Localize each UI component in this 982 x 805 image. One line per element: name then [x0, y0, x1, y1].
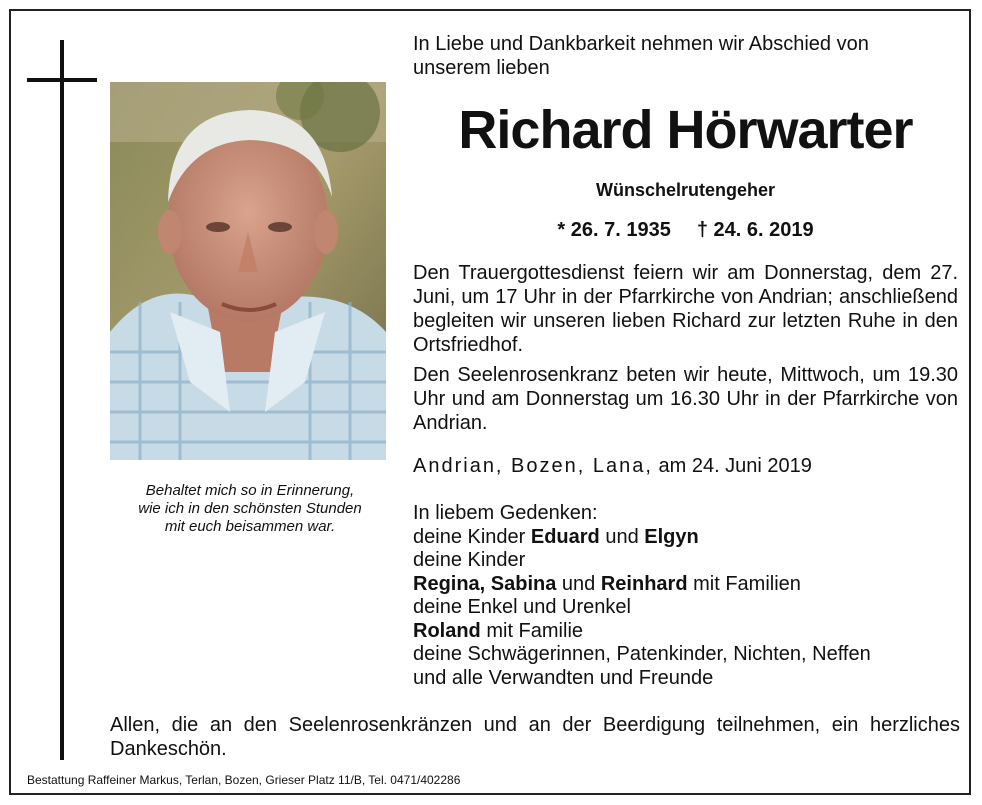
mourner-line: deine Enkel und Urenkel [413, 596, 631, 618]
caption-line: Behaltet mich so in Erinnerung, [145, 482, 355, 499]
mourner-line [413, 573, 871, 597]
caption-line: mit euch beisammen war. [164, 518, 336, 535]
mourner-line [413, 526, 871, 550]
mourner-line [413, 620, 871, 644]
death-date: † 24. 6. 2019 [696, 219, 814, 241]
life-dates [413, 219, 958, 242]
mourner-name: Eduard [530, 525, 600, 548]
mourner-name: Reinhard [600, 572, 688, 595]
mourner-text: deine Kinder [413, 525, 531, 548]
mourner-line: und alle Verwandten und Freunde [413, 666, 714, 689]
mourner-name: Regina, Sabina [413, 572, 557, 595]
mourner-text: mit Familien [687, 572, 801, 595]
place-names: Andrian, Bozen, Lana, [413, 455, 653, 477]
funeral-home-footer: Bestattung Raffeiner Markus, Terlan, Bozen, Grieser Platz 11/B, Tel. 0471/402286 [27, 773, 461, 787]
caption-line: wie ich in den schönsten Stunden [138, 500, 362, 517]
deceased-name: Richard Hörwarter [458, 100, 913, 160]
mourner-text: mit Familie [480, 619, 584, 642]
mourner-line: deine Kinder [413, 549, 526, 571]
mourners-list [413, 502, 871, 690]
birth-date: * 26. 7. 1935 [557, 219, 671, 241]
mourner-name: Elgyn [644, 525, 699, 548]
intro-text [413, 32, 958, 80]
mourner-name: Roland [413, 619, 481, 642]
notice-date: am 24. Juni 2019 [658, 455, 812, 477]
deceased-profession: Wünschelrutengeher [595, 180, 776, 200]
intro-line: In Liebe und Dankbarkeit nehmen wir Abschied von [413, 33, 869, 55]
portrait-photo [110, 82, 386, 460]
service-paragraph: Den Trauergottesdienst feiern wir am Donnerstag, dem 27. Juni, um 17 Uhr in der Pfarrkirche von Andrian; anschließend begleiten wir unseren lieben Richard zur letzten Ruhe in den Ortsfriedhof. [413, 262, 958, 356]
place-date [413, 455, 812, 478]
cross-icon [60, 40, 64, 760]
cross-icon-bar [27, 78, 97, 82]
mourner-text: und [556, 572, 601, 595]
rosary-paragraph: Den Seelenrosenkranz beten wir heute, Mittwoch, um 19.30 Uhr und am Donnerstag um 16.30 Uhr in der Pfarrkirche von Andrian. [413, 364, 958, 434]
closing-thanks: Allen, die an den Seelenrosenkränzen und an der Beerdigung teilnehmen, ein herzliches Dankeschön. [110, 714, 960, 760]
mourner-line: deine Schwägerinnen, Patenkinder, Nichten, Neffen [413, 643, 871, 665]
photo-caption [100, 482, 400, 536]
mourners-heading: In liebem Gedenken: [413, 502, 598, 524]
intro-line: unserem lieben [413, 57, 550, 79]
mourner-text: und [599, 525, 645, 548]
